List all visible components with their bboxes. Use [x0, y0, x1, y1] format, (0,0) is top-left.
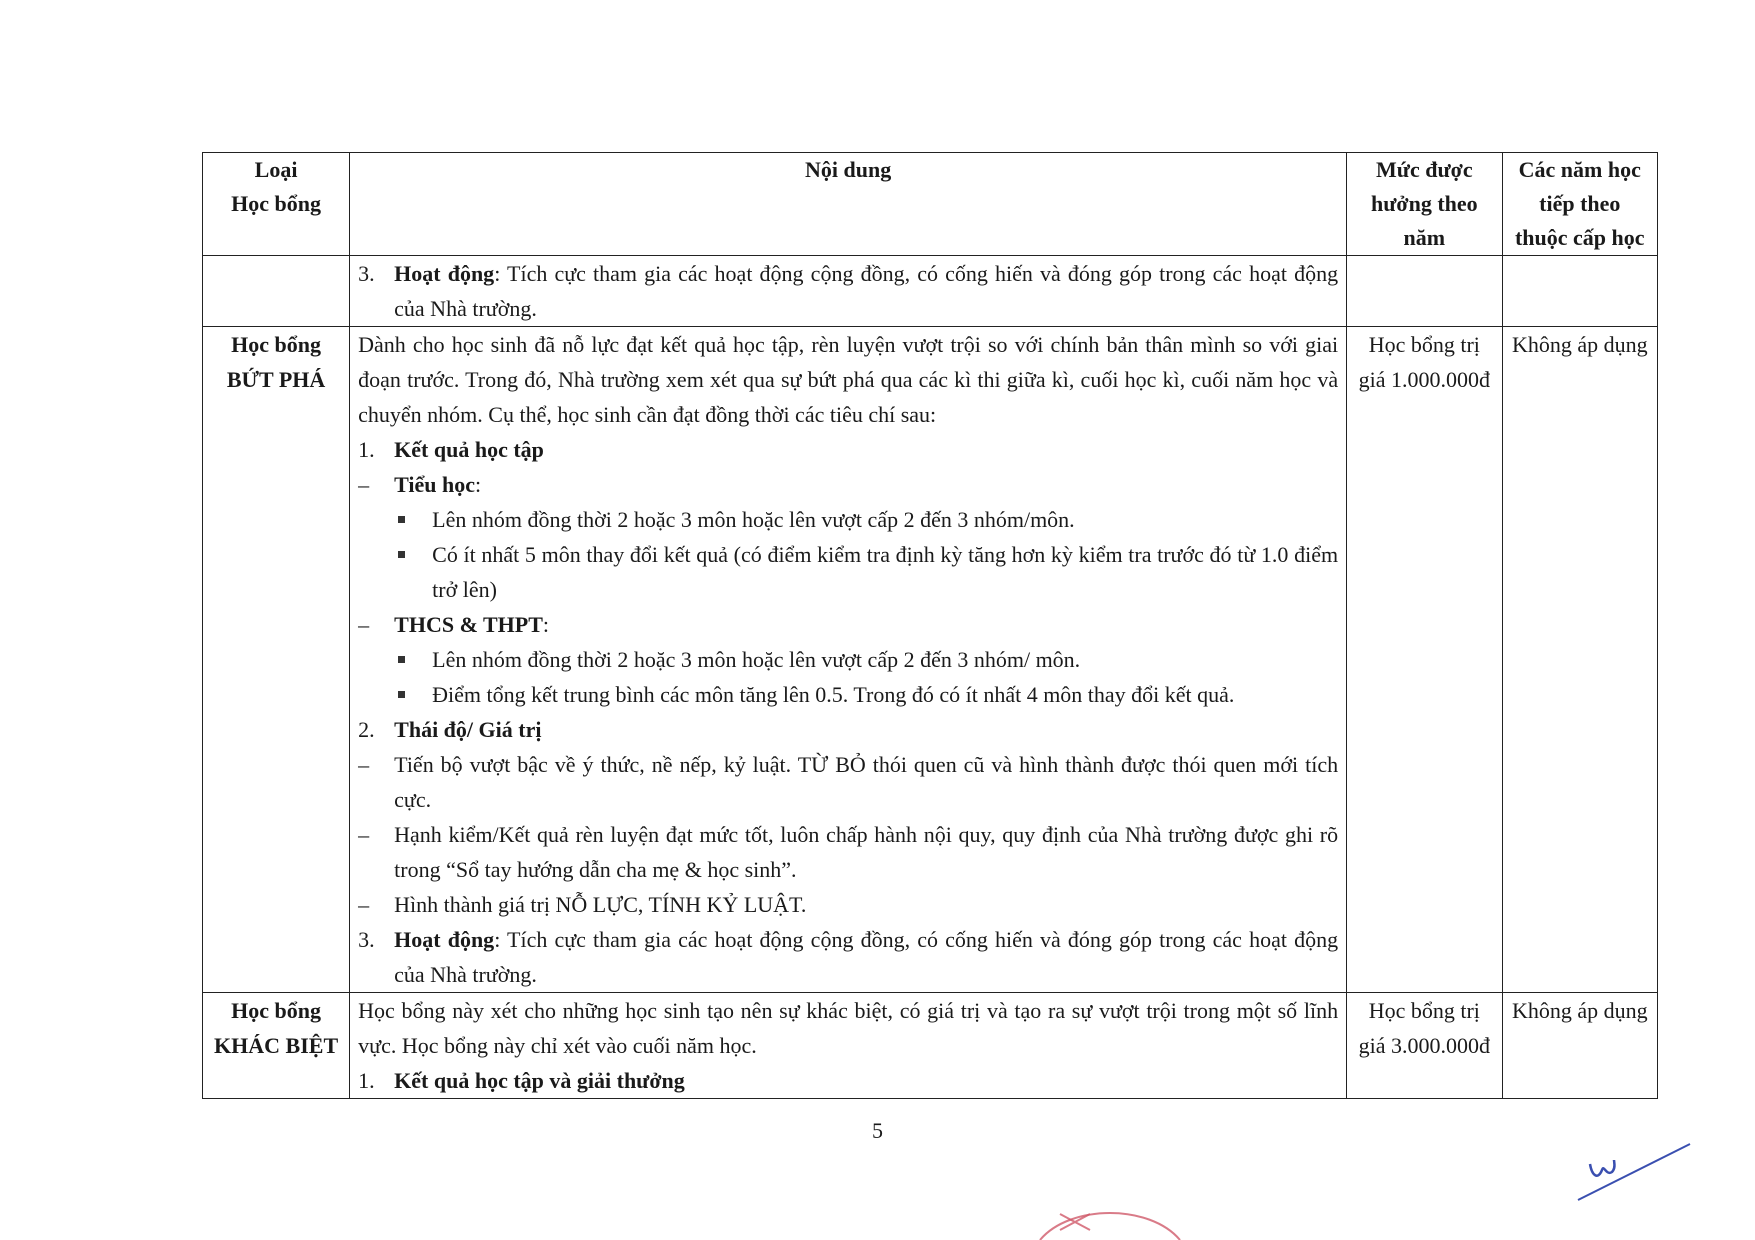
list-item: – Hạnh kiểm/Kết quả rèn luyện đạt mức tốt, luôn chấp hành nội quy, quy định của Nhà trường được ghi rõ trong “Sổ tay hướng dẫn cha mẹ & học sinh”. — [358, 822, 1339, 882]
row-content-cell — [350, 256, 1347, 327]
bullet-item: Lên nhóm đồng thời 2 hoặc 3 môn hoặc lên vượt cấp 2 đến 3 nhóm/ môn. — [358, 642, 1338, 677]
row-next-years-cell: Không áp dụng — [1502, 327, 1657, 993]
row-value-cell: Học bổng trị giá 1.000.000đ — [1347, 327, 1502, 993]
bullet-item: Có ít nhất 5 môn thay đổi kết quả (có điểm kiểm tra định kỳ tăng hơn kỳ kiểm tra trước đó từ 1.0 điểm trở lên) — [358, 537, 1338, 607]
table-row-but-pha — [203, 327, 1658, 993]
page-number: 5 — [872, 1118, 883, 1143]
intro-paragraph: Học bổng này xét cho những học sinh tạo nên sự khác biệt, có giá trị và tạo ra sự vượt trội trong một số lĩnh vực. Học bổng này chỉ xét vào cuối năm học. — [358, 998, 1339, 1058]
list-item: 3. Hoạt động: Tích cực tham gia các hoạt động cộng đồng, có cống hiến và đóng góp trong các hoạt động của Nhà trường. — [358, 927, 1339, 987]
square-bullet-icon — [396, 642, 432, 677]
list-item: – THCS & THPT: — [358, 612, 550, 637]
header-scholarship-type: Loại Học bổng — [203, 153, 350, 256]
row-value-cell: Học bổng trị giá 3.000.000đ — [1347, 993, 1502, 1099]
row-type-cell — [203, 256, 350, 327]
square-bullet-icon — [396, 537, 432, 607]
list-item: – Tiểu học: — [358, 472, 482, 497]
table-row-continuation — [203, 256, 1658, 327]
header-value-per-year: Mức được hưởng theo năm — [1347, 153, 1502, 256]
bullet-item: Điểm tổng kết trung bình các môn tăng lên 0.5. Trong đó có ít nhất 4 môn thay đổi kết quả. — [358, 677, 1338, 712]
stamp-icon — [1030, 1200, 1190, 1240]
section-heading: 2. Thái độ/ Giá trị — [358, 717, 542, 742]
table-header-row — [203, 153, 1658, 256]
square-bullet-icon — [396, 677, 432, 712]
row-next-years-cell — [1502, 256, 1657, 327]
list-item: 3. Hoạt động: Tích cực tham gia các hoạt động cộng đồng, có cống hiến và đóng góp trong các hoạt động của Nhà trường. — [358, 261, 1339, 321]
signature-icon — [1570, 1136, 1700, 1206]
intro-paragraph: Dành cho học sinh đã nỗ lực đạt kết quả học tập, rèn luyện vượt trội so với chính bản thân mình so với giai đoạn trước. Trong đó, Nhà trường xem xét qua sự bứt phá qua các kì thi giữa kì, cuối học kì, cuối năm học và chuyển nhóm. Cụ thể, học sinh cần đạt đồng thời các tiêu chí sau: — [358, 332, 1339, 427]
header-content: Nội dung — [350, 153, 1347, 256]
section-heading: 1. Kết quả học tập — [358, 437, 544, 462]
table-row-khac-biet — [203, 993, 1658, 1099]
row-type-cell: Học bổng KHÁC BIỆT — [203, 993, 350, 1099]
row-type-cell: Học bổng BỨT PHÁ — [203, 327, 350, 993]
list-item: – Tiến bộ vượt bậc về ý thức, nề nếp, kỷ luật. TỪ BỎ thói quen cũ và hình thành được thói quen mới tích cực. — [358, 752, 1339, 812]
row-content-cell — [350, 993, 1347, 1099]
section-heading: 1. Kết quả học tập và giải thưởng — [358, 1068, 685, 1093]
list-item: – Hình thành giá trị NỖ LỰC, TÍNH KỶ LUẬT. — [358, 892, 807, 917]
row-next-years-cell: Không áp dụng — [1502, 993, 1657, 1099]
bullet-item: Lên nhóm đồng thời 2 hoặc 3 môn hoặc lên vượt cấp 2 đến 3 nhóm/môn. — [358, 502, 1338, 537]
scholarship-table — [202, 152, 1658, 1099]
square-bullet-icon — [396, 502, 432, 537]
row-content-cell — [350, 327, 1347, 993]
header-next-years: Các năm học tiếp theo thuộc cấp học — [1502, 153, 1657, 256]
row-value-cell — [1347, 256, 1502, 327]
